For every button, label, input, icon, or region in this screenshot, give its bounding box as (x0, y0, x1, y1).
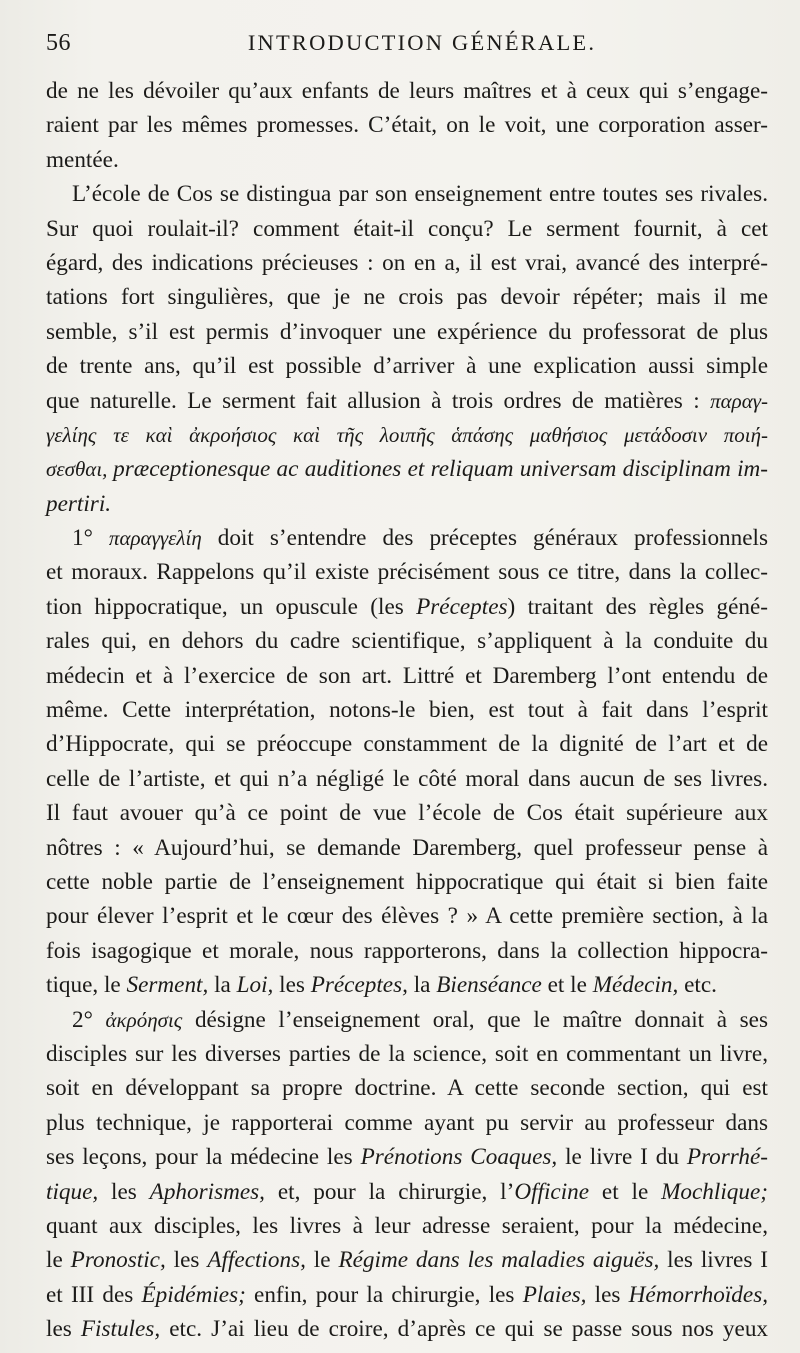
text-line (46, 384, 768, 418)
text-segment: et, pour la chirurgie, l’ (264, 1178, 515, 1205)
text-segment: semble, s’il est permis d’invoquer une expérience du professorat de plus (46, 318, 768, 345)
text-line (46, 796, 768, 830)
text-segment: 1° (72, 525, 109, 552)
text-segment: les (165, 1247, 208, 1274)
text-segment: et le (589, 1178, 662, 1205)
italic-text: Préceptes (416, 593, 508, 620)
text-segment: pour élever l’esprit et le cœur des élèves ? » A cette première section, à la (46, 903, 768, 930)
italic-text: Hémorrhoïdes, (628, 1281, 769, 1308)
text-segment: 2° (72, 1006, 106, 1033)
italic-text: præceptionesque ac auditiones et reliquam universam disciplinam im- (113, 456, 768, 483)
text-line (46, 143, 768, 177)
italic-text: Serment, (126, 972, 209, 999)
text-line (46, 487, 768, 521)
text-segment: plus technique, je rapporterai comme ayant pu servir au professeur dans (46, 1109, 768, 1136)
text-segment: disciples sur les diverses parties de la science, soit en commentant un livre, (46, 1040, 768, 1067)
text-segment: et le (541, 972, 593, 999)
text-segment: le (46, 1247, 71, 1274)
text-line (46, 108, 768, 142)
italic-text: Prénotions Coaques, (360, 1144, 558, 1171)
text-segment: et moraux. Rappelons qu’il existe précisément sous ce titre, dans la collec- (46, 559, 768, 586)
text-segment: raient par les mêmes promesses. C’était, on le voit, une corporation asser- (46, 112, 768, 139)
text-segment: même. Cette interprétation, notons-le bien, est tout à fait dans l’esprit (46, 697, 768, 724)
italic-text: Plaies, (522, 1281, 587, 1308)
text-segment: d’Hippocrate, qui se préoccupe constamment de la dignité de l’art et de (46, 731, 768, 758)
text-segment: la (208, 972, 237, 999)
text-segment: etc. (678, 972, 717, 999)
italic-text: Mochlique; (661, 1178, 768, 1205)
italic-text: Régime dans les maladies aiguës, (338, 1247, 660, 1274)
text-segment: nôtres : « Aujourd’hui, se demande Daremberg, quel professeur pense à (46, 834, 768, 861)
text-segment: enfin, pour la chirurgie, les (245, 1281, 523, 1308)
text-segment: doit s’entendre des préceptes généraux professionnels (201, 525, 769, 552)
text-segment: médecin et à l’exercice de son art. Littré et Daremberg l’ont entendu de (46, 662, 768, 689)
italic-text: Fistules, (80, 1316, 161, 1343)
italic-text: tique, (46, 1178, 99, 1205)
text-line (46, 1003, 768, 1037)
greek-text: ἀκρόησις (105, 1007, 183, 1032)
text-line (46, 624, 768, 658)
body-text (46, 74, 768, 1346)
text-line (46, 659, 768, 693)
greek-text: παραγγελίη (108, 526, 202, 551)
text-line (46, 212, 768, 246)
text-segment: mentée. (46, 146, 119, 173)
text-segment: les (273, 972, 311, 999)
text-line (46, 865, 768, 899)
text-segment: le (305, 1247, 339, 1274)
text-line (46, 246, 768, 280)
text-segment: tion hippocratique, un opuscule (les (46, 593, 417, 620)
text-segment: quant aux disciples, les livres à leur adresse seraient, pour la médecine, (46, 1212, 768, 1239)
text-line (46, 1071, 768, 1105)
text-segment: L’école de Cos se distingua par son enseignement entre toutes ses rivales. (72, 181, 768, 208)
text-segment: ) traitant des règles géné- (507, 593, 769, 620)
text-line (46, 968, 768, 1002)
greek-text: σεσθαι, (46, 457, 114, 482)
text-line (46, 899, 768, 933)
text-segment: les livres I (659, 1247, 769, 1274)
text-line (46, 177, 768, 211)
text-segment: de ne les dévoiler qu’aux enfants de leurs maîtres et à ceux qui s’engage- (46, 78, 768, 104)
italic-text: Loi, (236, 972, 274, 999)
text-segment: Sur quoi roulait-il? comment était-il conçu? Le serment fournit, à cet (46, 215, 768, 242)
text-segment: tique, le (46, 972, 127, 999)
text-segment: tations fort singulières, que je ne crois pas devoir répéter; mais il me (46, 284, 768, 311)
text-segment: égard, des indications précieuses : on en a, il est vrai, avancé des interpré- (46, 249, 768, 276)
text-segment: la (407, 972, 437, 999)
text-segment: et III des (46, 1281, 142, 1308)
italic-text: Aphorismes, (149, 1178, 265, 1205)
italic-text: pertiri. (46, 490, 112, 517)
text-segment: rales qui, en dehors du cadre scientifique, s’appliquent à la conduite du (46, 628, 768, 655)
italic-text: Affections, (207, 1247, 306, 1274)
text-line (46, 1106, 768, 1140)
text-segment: cette noble partie de l’enseignement hippocratique qui était si bien faite (46, 868, 768, 895)
text-line (46, 555, 768, 589)
text-segment: ses leçons, pour la médecine les (46, 1144, 361, 1171)
text-segment: les (46, 1316, 81, 1343)
text-line (46, 762, 768, 796)
text-segment: soit en développant sa propre doctrine. A cette seconde section, qui est (46, 1075, 768, 1102)
text-line (46, 1037, 768, 1071)
italic-text: Pronostic, (70, 1247, 166, 1274)
text-line (46, 349, 768, 383)
text-line (46, 74, 768, 108)
text-segment: fois isagogique et morale, nous rapporterons, dans la collection hippocra- (46, 937, 768, 964)
italic-text: Prorrhé- (686, 1144, 769, 1171)
italic-text: Médecin, (592, 972, 679, 999)
text-line (46, 280, 768, 314)
text-segment: que naturelle. Le serment fait allusion à trois ordres de matières : (46, 387, 711, 414)
text-line (46, 452, 768, 486)
text-line (46, 1278, 768, 1312)
text-line (46, 315, 768, 349)
text-line (46, 831, 768, 865)
text-segment: etc. J’ai lieu de croire, d’après ce qui se passe sous nos yeux (160, 1316, 769, 1343)
text-line (46, 1243, 768, 1277)
text-segment: celle de l’artiste, et qui n’a négligé le côté moral dans aucun de ses livres. (46, 765, 768, 792)
text-segment: les (98, 1178, 150, 1205)
page-number: 56 (46, 30, 71, 56)
text-line (46, 1209, 768, 1243)
italic-text: Bienséance (436, 972, 542, 999)
greek-text: παραγ- (710, 388, 768, 413)
text-line (46, 693, 768, 727)
text-line (46, 727, 768, 761)
italic-text: Préceptes, (310, 972, 408, 999)
text-line (46, 418, 768, 452)
running-title: INTRODUCTION GÉNÉRALE. (247, 30, 597, 55)
text-segment: les (586, 1281, 629, 1308)
italic-text: Officine (514, 1178, 590, 1205)
italic-text: Épidémies; (141, 1281, 246, 1308)
text-segment: le livre I du (557, 1144, 687, 1171)
text-line (46, 521, 768, 555)
page-header (44, 24, 760, 64)
text-line (46, 934, 768, 968)
text-line (46, 590, 768, 624)
text-line (46, 1175, 768, 1209)
text-line (46, 1312, 768, 1346)
text-line (46, 1140, 768, 1174)
greek-text: γελίης τε καὶ ἀκροήσιος καὶ τῆς λοιπῆς ἁπάσης μαθήσιος μετάδοσιν ποιή- (46, 422, 768, 447)
text-segment: désigne l’enseignement oral, que le maître donnait à ses (182, 1006, 768, 1033)
text-segment: Il faut avouer qu’à ce point de vue l’école de Cos était supérieure aux (46, 800, 768, 827)
text-segment: de trente ans, qu’il est possible d’arriver à une explication aussi simple (46, 353, 768, 380)
